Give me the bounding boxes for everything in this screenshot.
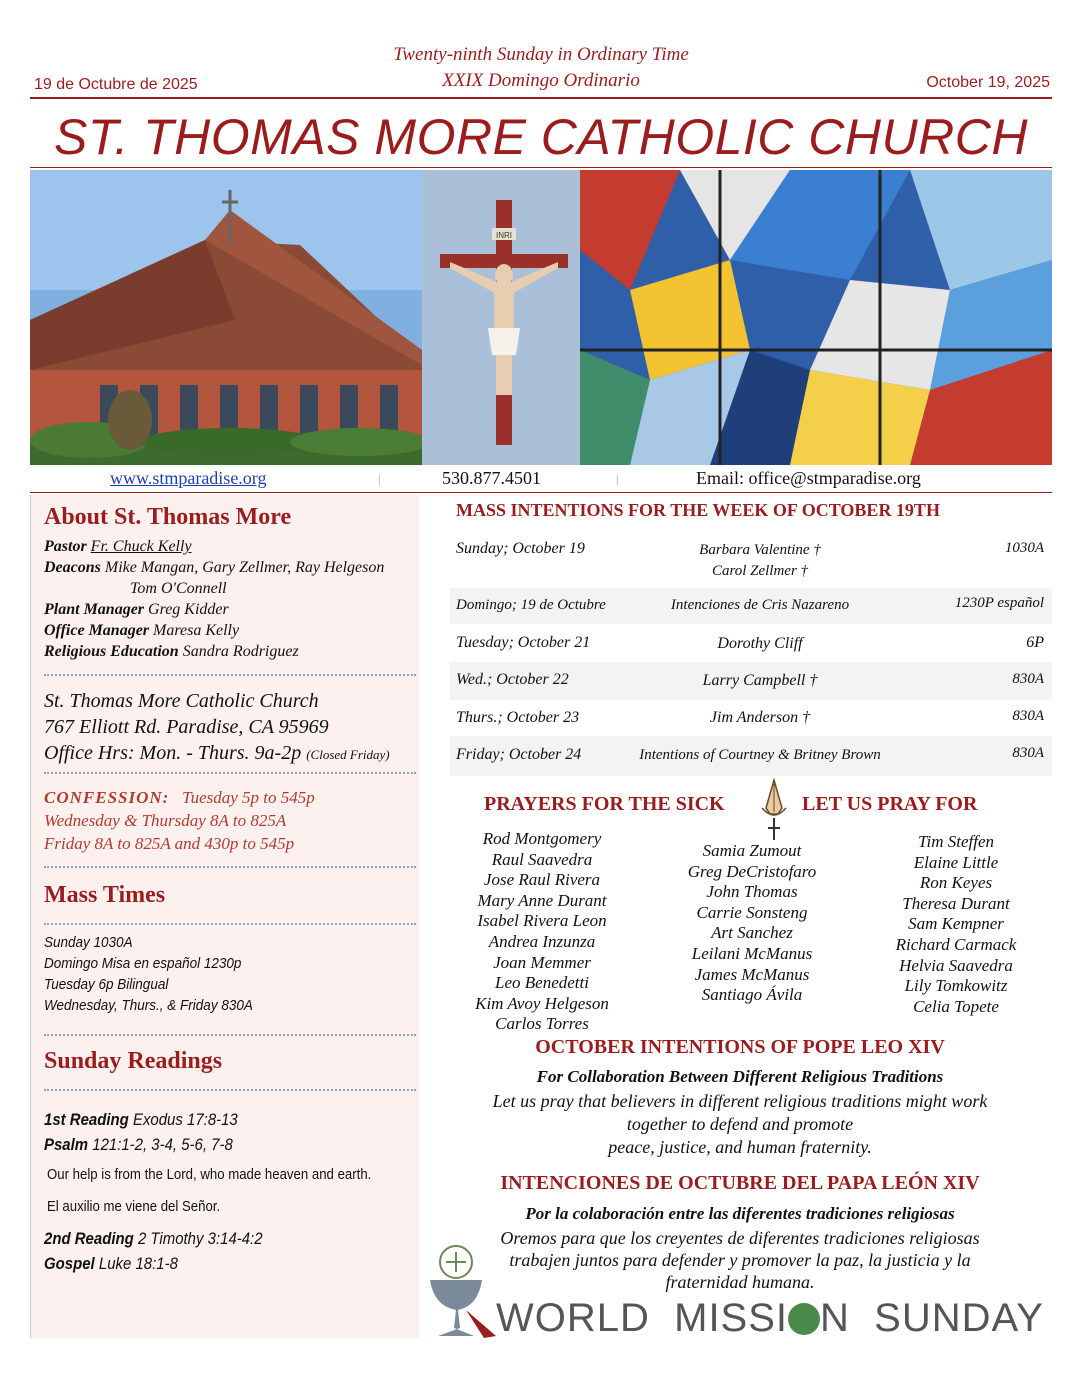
intention-time: 830A — [1012, 745, 1044, 761]
intention-name: Jim Anderson † — [709, 709, 811, 726]
photo-banner — [30, 170, 1052, 465]
pope-intention-line: trabajen juntos para defender y promover la paz, la justicia y la — [509, 1250, 971, 1270]
pope-intention-text-spanish — [430, 1227, 1050, 1293]
crucifix-photo — [422, 170, 580, 465]
globe-icon — [788, 1303, 820, 1335]
intention-row — [450, 662, 1052, 700]
mass-times-list — [44, 932, 253, 1016]
title-rule — [30, 167, 1052, 168]
staff-name: Mike Mangan, Gary Zellmer, Ray Helgeson — [104, 559, 385, 576]
pope-intention-text — [430, 1090, 1050, 1159]
confession-line: Friday 8A to 825A and 430p to 545p — [44, 834, 295, 853]
pope-intention-line: Oremos para que los creyentes de diferentes tradiciones religiosas — [500, 1228, 980, 1248]
phone-number: 530.877.4501 — [442, 468, 541, 488]
prayer-names-column-2: Samia Zumout Greg DeCristofaro John Thomas Carrie Sonsteng Art Sanchez Leilani McManus James McManus Santiago Ávila — [687, 841, 817, 1005]
about-heading: About St. Thomas More — [44, 504, 292, 530]
psalm-response-spanish: El auxilio me viene del Señor. — [47, 1198, 221, 1215]
let-us-pray-heading: LET US PRAY FOR — [802, 793, 978, 815]
intention-row — [450, 536, 1052, 584]
second-reading — [44, 1229, 263, 1249]
intention-row — [450, 588, 1052, 624]
staff-name: Fr. Chuck Kelly — [90, 538, 192, 555]
banner-word: WORLD — [496, 1296, 650, 1340]
intention-row — [450, 736, 1052, 776]
intention-day: Sunday; October 19 — [456, 540, 585, 557]
divider — [44, 866, 416, 868]
website-link[interactable]: www.stmparadise.org — [110, 468, 267, 488]
staff-role: Deacons — [44, 559, 101, 576]
header-rule — [30, 97, 1052, 99]
intention-row — [450, 700, 1052, 736]
pope-intention-title: For Collaboration Between Different Religious Traditions — [536, 1067, 944, 1086]
intention-time: 6P — [1026, 634, 1044, 651]
prayer-names-column-3: Tim Steffen Elaine Little Ron Keyes Theresa Durant Sam Kempner Richard Carmack Helvia Saavedra Lily Tomkowitz Celia Topete — [895, 832, 1017, 1016]
reading-citation: Exodus 17:8-13 — [132, 1110, 238, 1129]
divider — [44, 1089, 416, 1091]
pope-intentions-heading-spanish: INTENCIONES DE OCTUBRE DEL PAPA LEÓN XIV — [500, 1172, 980, 1194]
world-mission-sunday-banner — [496, 1296, 1044, 1341]
banner-word: N — [820, 1296, 850, 1340]
mass-time: Sunday 1030A — [44, 934, 133, 951]
intention-name: Larry Campbell † — [702, 672, 818, 689]
pope-intention-line: together to defend and promote — [626, 1114, 854, 1134]
mass-time: Domingo Misa en español 1230p — [44, 955, 242, 972]
mass-times-heading: Mass Times — [44, 882, 166, 908]
intention-time: 830A — [1012, 708, 1044, 724]
pope-intention-line: peace, justice, and human fraternity. — [608, 1137, 872, 1157]
separator: | — [616, 472, 619, 486]
confession-times — [44, 786, 315, 855]
confession-line: Wednesday & Thursday 8A to 825A — [44, 811, 287, 830]
divider — [44, 674, 416, 676]
intention-name: Carol Zellmer † — [711, 563, 809, 579]
prayers-sick-heading: PRAYERS FOR THE SICK — [484, 793, 725, 815]
banner-word: MISSI — [674, 1296, 789, 1340]
psalm-response-english: Our help is from the Lord, who made heaven and earth. — [47, 1166, 372, 1183]
divider — [44, 772, 416, 774]
church-photo — [30, 170, 430, 465]
church-address — [44, 688, 390, 768]
gospel — [44, 1254, 178, 1274]
closed-note: (Closed Friday) — [306, 747, 390, 762]
chalice-host-icon — [426, 1240, 498, 1340]
stained-glass-photo — [580, 170, 1052, 465]
mass-time: Tuesday 6p Bilingual — [44, 976, 169, 993]
subtitle-spanish: XXIX Domingo Ordinario — [442, 70, 640, 91]
intention-name: Intentions of Courtney & Britney Brown — [639, 747, 881, 763]
confession-line: Tuesday 5p to 545p — [182, 788, 315, 807]
intention-time: 1230P español — [954, 595, 1044, 611]
separator: | — [378, 472, 381, 486]
reading-citation: 121:1-2, 3-4, 5-6, 7-8 — [92, 1135, 233, 1154]
contact-bar — [30, 466, 1052, 493]
mass-intentions-heading: MASS INTENTIONS FOR THE WEEK OF OCTOBER 19TH — [456, 500, 940, 520]
intention-day: Thurs.; October 23 — [456, 709, 580, 726]
photo-collage — [30, 170, 1052, 465]
pope-intention-line: fraternidad humana. — [665, 1272, 815, 1292]
prayer-names-column-1: Rod Montgomery Raul Saavedra Jose Raul Rivera Mary Anne Durant Isabel Rivera Leon Andrea Inzunza Joan Memmer Leo Benedetti Kim Avoy Helgeson Carlos Torres — [475, 829, 609, 1034]
divider — [44, 923, 416, 925]
mass-time: Wednesday, Thurs., & Friday 830A — [44, 997, 253, 1014]
pope-intention-title-spanish: Por la colaboración entre las diferentes tradiciones religiosas — [525, 1204, 955, 1223]
divider — [44, 1034, 416, 1036]
staff-role: Religious Education — [44, 643, 179, 660]
reading-label: 1st Reading — [44, 1110, 129, 1129]
first-reading — [44, 1110, 238, 1130]
reading-label: 2nd Reading — [44, 1229, 134, 1248]
date-spanish: 19 de Octubre de 2025 — [34, 76, 198, 93]
staff-role: Office Manager — [44, 622, 150, 639]
psalm — [44, 1135, 233, 1155]
address-line: 767 Elliott Rd. Paradise, CA 95969 — [44, 716, 329, 738]
intention-row — [450, 626, 1052, 662]
confession-label: CONFESSION: — [44, 788, 170, 807]
intention-day: Friday; October 24 — [456, 746, 582, 763]
intention-day: Tuesday; October 21 — [456, 634, 591, 651]
intention-time: 830A — [1012, 671, 1044, 687]
intention-name: Barbara Valentine † — [699, 542, 821, 558]
pope-intentions-heading: OCTOBER INTENTIONS OF POPE LEO XIV — [535, 1036, 945, 1058]
intention-day: Domingo; 19 de Octubre — [456, 597, 606, 613]
staff-list — [44, 536, 384, 662]
intention-name: Intenciones de Cris Nazareno — [670, 597, 850, 613]
subtitle-english: Twenty-ninth Sunday in Ordinary Time — [393, 44, 689, 65]
address-line: St. Thomas More Catholic Church — [44, 690, 319, 712]
date-english: October 19, 2025 — [926, 74, 1050, 91]
staff-name: Sandra Rodriguez — [182, 643, 299, 660]
office-hours: Office Hrs: Mon. - Thurs. 9a-2p — [44, 742, 302, 764]
praying-hands-icon — [756, 778, 792, 842]
readings-heading: Sunday Readings — [44, 1048, 223, 1074]
intention-name: Dorothy Cliff — [717, 635, 803, 652]
staff-name: Greg Kidder — [148, 601, 229, 618]
banner-word: SUNDAY — [874, 1296, 1044, 1340]
email-address[interactable]: Email: office@stmparadise.org — [696, 468, 921, 488]
staff-name: Tom O'Connell — [130, 580, 227, 597]
inri-plaque: INRI — [496, 231, 512, 240]
intention-time: 1030A — [1004, 540, 1044, 556]
reading-label: Gospel — [44, 1254, 95, 1273]
reading-citation: Luke 18:1-8 — [98, 1254, 178, 1273]
pope-intention-line: Let us pray that believers in different religious traditions might work — [492, 1091, 988, 1111]
intention-day: Wed.; October 22 — [456, 671, 569, 688]
page-title: ST. THOMAS MORE CATHOLIC CHURCH — [54, 109, 1028, 165]
staff-name: Maresa Kelly — [153, 622, 240, 639]
staff-role: Pastor — [44, 538, 87, 555]
reading-citation: 2 Timothy 3:14-4:2 — [137, 1229, 263, 1248]
staff-role: Plant Manager — [44, 601, 145, 618]
reading-label: Psalm — [44, 1135, 89, 1154]
